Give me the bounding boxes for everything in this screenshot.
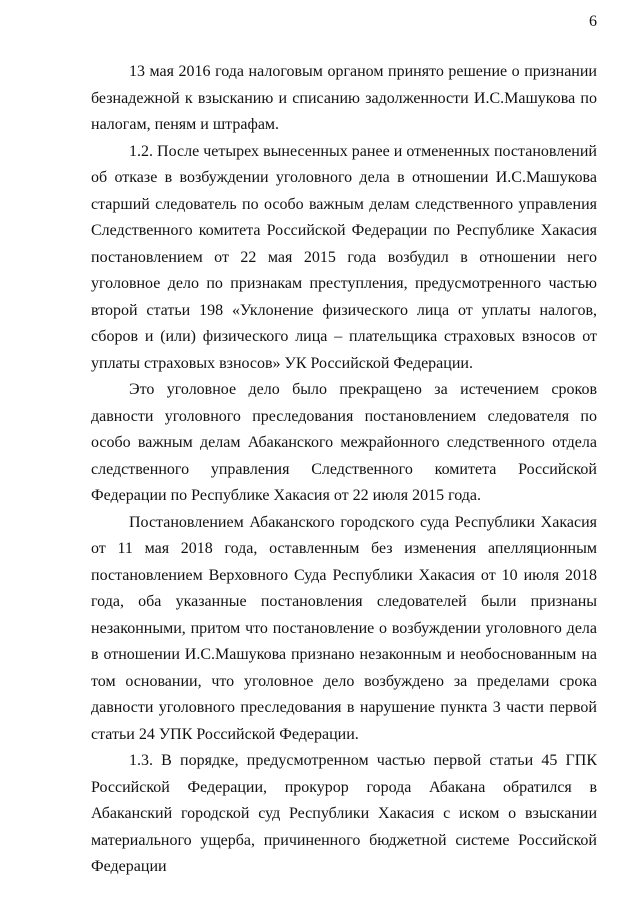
paragraph-case-terminated: Это уголовное дело было прекращено за истечением сроков давности уголовного преследования постановлением следователя по особо важным делам Абаканского межрайонного следственного отдела следственного управления Следственного комитета Российской Федерации по Республике Хакасия от 22 июля 2015 года. — [91, 381, 597, 504]
paragraph-tax-write-off: 13 мая 2016 года налоговым органом принято решение о признании безнадежной к взысканию и списанию задолженности И.С.Машукова по налогам, пеням и штрафам. — [91, 63, 597, 133]
paragraph-criminal-case-initiated: 1.2. После четырех вынесенных ранее и отмененных постановлений об отказе в возбуждении уголовного дела в отношении И.С.Машукова старший следователь по особо важным делам следственного управления Следственного комитета Российской Федерации по Республике Хакасия постановлением от 22 мая 2015 года возбудил в отношении него уголовное дело по признакам преступления, предусмотренного частью второй статьи 198 «Уклонение физического лица от уплаты налогов, сборов и (или) физического лица – плательщика страховых взносов от уплаты страховых взносов» УК Российской Федерации. — [91, 142, 597, 372]
paragraph-court-ruling: Постановлением Абаканского городского суда Республики Хакасия от 11 мая 2018 года, оставленным без изменения апелляционным постановлением Верховного Суда Республики Хакасия от 10 июля 2018 года, оба указанные постановления следователей были признаны незаконными, притом что постановление о возбуждении уголовного дела в отношении И.С.Машукова признано незаконным и необоснованным на том основании, что уголовное дело возбуждено за пределами срока давности уголовного преследования в нарушение пункта 3 части первой статьи 24 УПК Российской Федерации. — [91, 513, 597, 743]
document-body — [91, 59, 597, 881]
paragraph-prosecutor-claim: 1.3. В порядке, предусмотренном частью первой статьи 45 ГПК Российской Федерации, прокурор города Абакана обратился в Абаканский городской суд Республики Хакасия с иском о взыскании материального ущерба, причиненного бюджетной системе Российской Федерации — [91, 752, 597, 875]
page-number: 6 — [589, 13, 597, 30]
